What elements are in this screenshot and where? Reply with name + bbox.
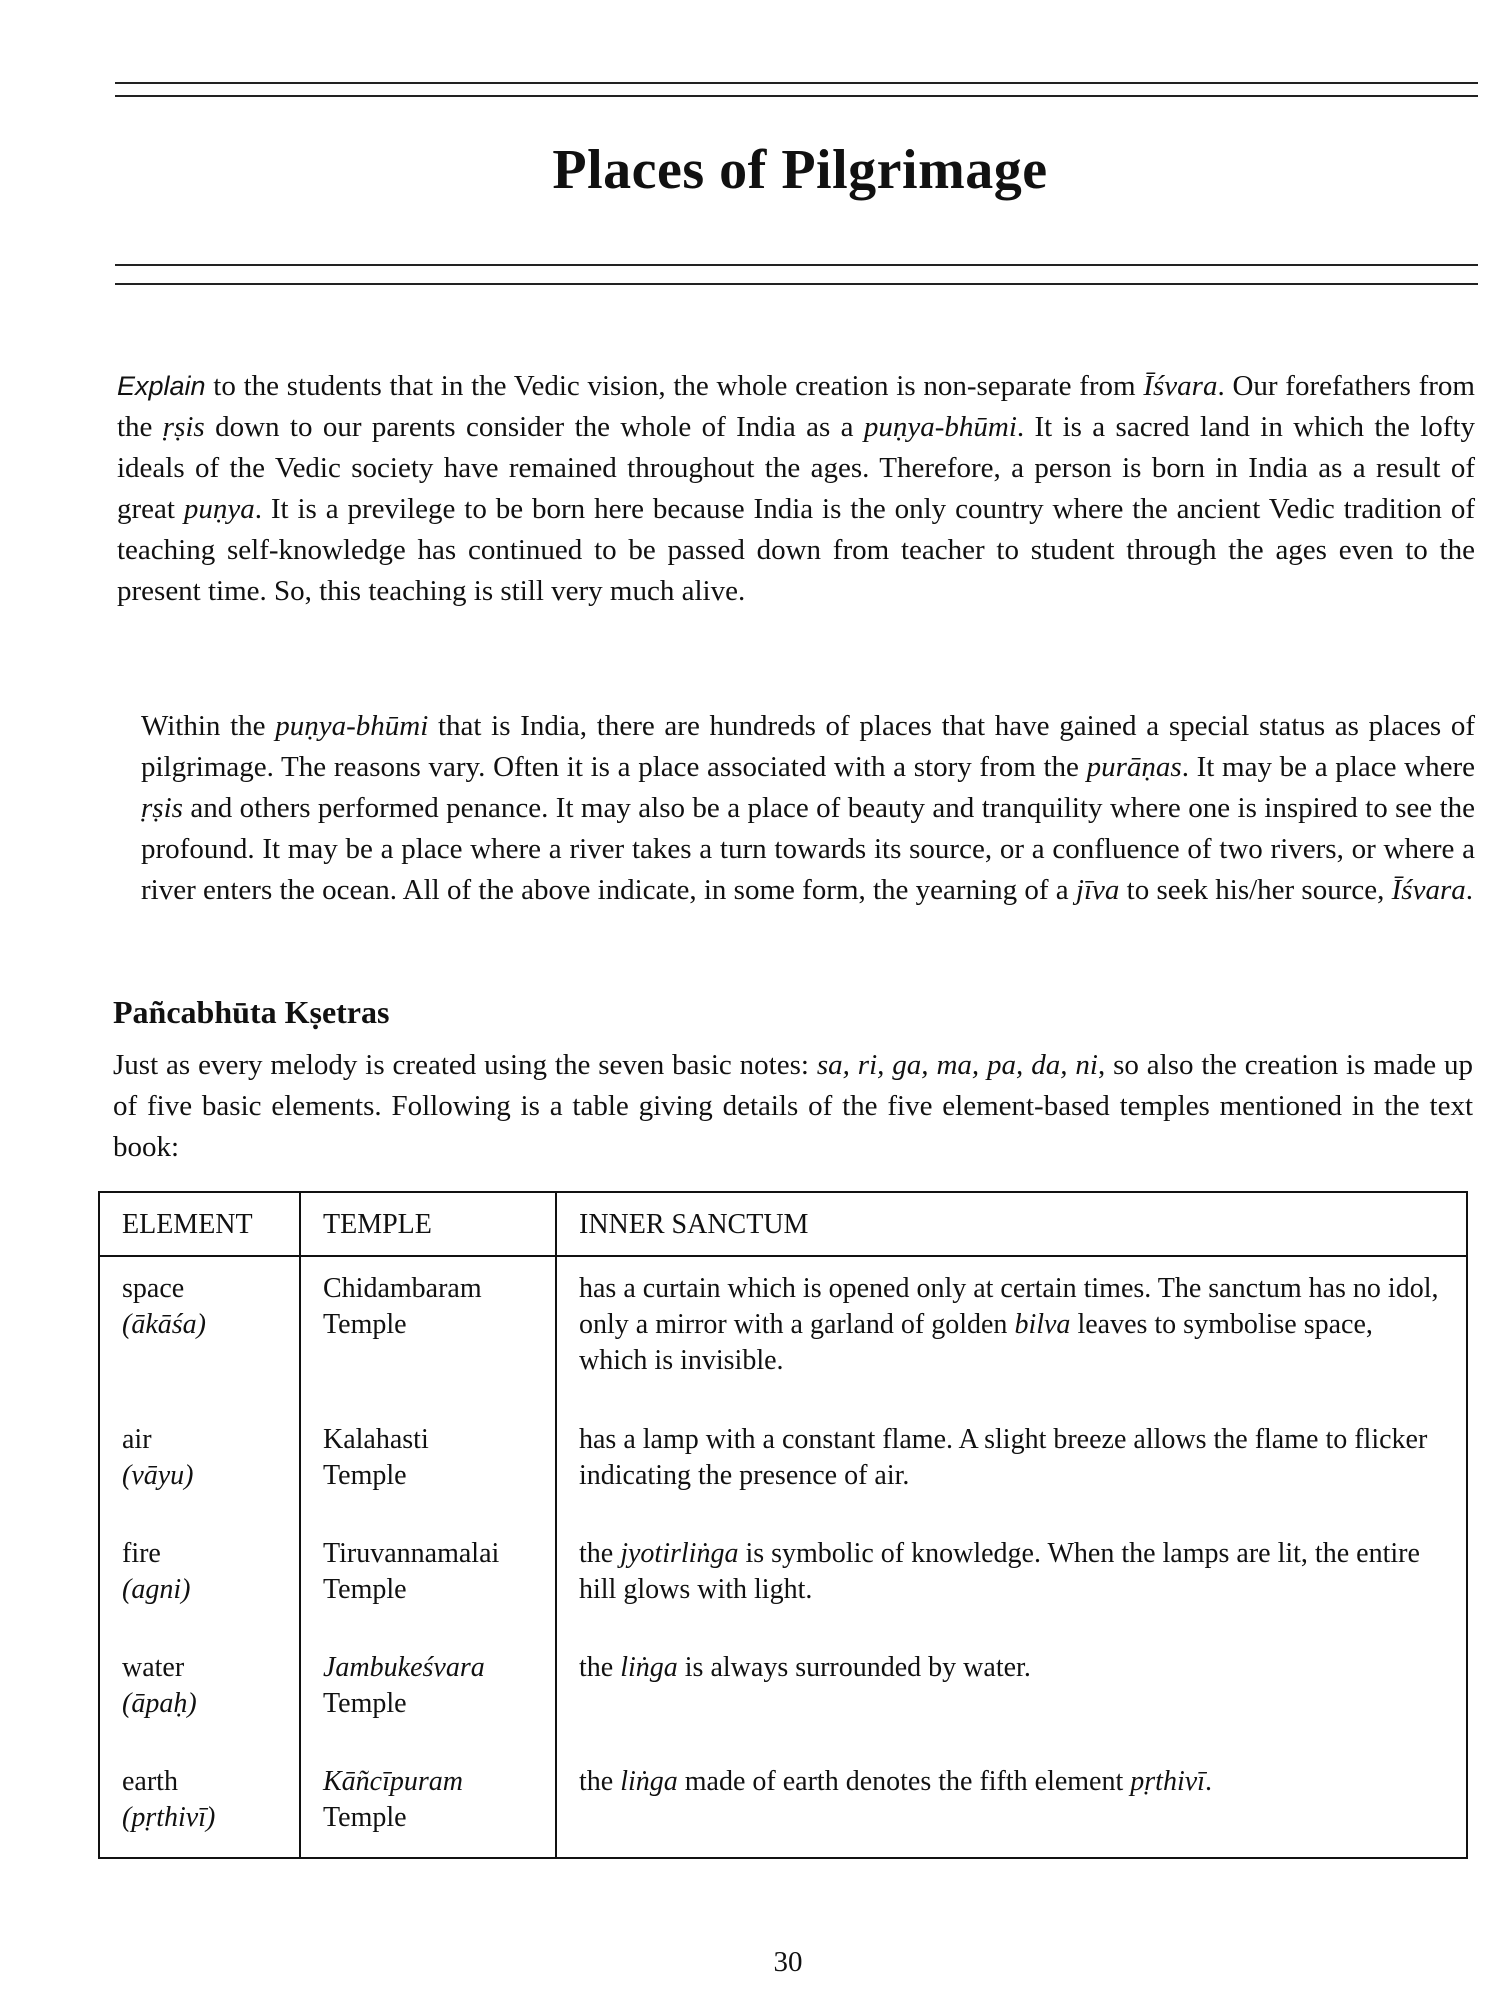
teacher-cue: Explain: [117, 371, 206, 401]
column-header-inner-sanctum: INNER SANCTUM: [556, 1192, 1467, 1256]
table-header-row: [99, 1192, 1467, 1256]
temple-cell: Jambukeśvara Temple: [300, 1636, 556, 1750]
temple-cell: Kāñcīpuram Temple: [300, 1750, 556, 1858]
temple-cell: Tiruvannamalai Temple: [300, 1522, 556, 1636]
element-cell: air (vāyu): [122, 1424, 194, 1491]
sanctum-cell: has a lamp with a constant flame. A slight breeze allows the flame to flicker indicating the presence of air.: [556, 1408, 1467, 1522]
column-header-element: ELEMENT: [99, 1192, 300, 1256]
sanctum-cell: the liṅga made of earth denotes the fifth element pṛthivī.: [556, 1750, 1467, 1858]
sanctum-cell: the jyotirliṅga is symbolic of knowledge. When the lamps are lit, the entire hill glows with light.: [556, 1522, 1467, 1636]
temples-table: [98, 1191, 1468, 1859]
intro-paragraph-2: Within the puṇya-bhūmi that is India, there are hundreds of places that have gained a special status as places of pilgrimage. The reasons vary. Often it is a place associated with a story from the purāṇas. It may be a place where ṛṣis and others performed penance. It may also be a place of beauty and tranquility where one is inspired to see the profound. It may be a place where a river takes a turn towards its source, or a confluence of two rivers, or where a river enters the ocean. All of the above indicate, in some form, the yearning of a jīva to seek his/her source, Īśvara.: [141, 710, 1475, 906]
temple-cell: Chidambaram Temple: [300, 1256, 556, 1408]
column-header-temple: TEMPLE: [300, 1192, 556, 1256]
sanctum-cell: has a curtain which is opened only at certain times. The sanctum has no idol, only a mirror with a garland of golden bilva leaves to symbolise space, which is invisible.: [556, 1256, 1467, 1408]
table-row: [99, 1636, 1467, 1750]
top-rule: [115, 82, 1478, 84]
section-paragraph: Just as every melody is created using the seven basic notes: sa, ri, ga, ma, pa, da, ni, so also the creation is made up of five basic elements. Following is a table giving details of the five element-based temples mentioned in the text book:: [113, 1049, 1473, 1163]
temple-cell: Kalahasti Temple: [300, 1408, 556, 1522]
element-cell: earth (pṛthivī): [122, 1766, 216, 1833]
element-cell: fire (agni): [122, 1538, 191, 1605]
top-rule: [115, 95, 1478, 97]
page-title: Places of Pilgrimage: [552, 139, 1048, 201]
intro-paragraph-1: Explain to the students that in the Vedic vision, the whole creation is non-separate from Īśvara. Our forefathers from the ṛṣis down to our parents consider the whole of India as a puṇya-bhūmi. It is a sacred land in which the lofty ideals of the Vedic society have remained throughout the ages. Therefore, a person is born in India as a result of great puṇya. It is a previlege to be born here because India is the only country where the ancient Vedic tradition of teaching self-knowledge has continued to be passed down from teacher to student through the ages even to the present time. So, this teaching is still very much alive.: [117, 370, 1475, 607]
table-row: [99, 1408, 1467, 1522]
page-number: 30: [773, 1946, 803, 1978]
table-row: [99, 1256, 1467, 1408]
section-heading: Pañcabhūta Kṣetras: [113, 994, 390, 1030]
title-rule: [115, 264, 1478, 266]
sanctum-cell: the liṅga is always surrounded by water.: [556, 1636, 1467, 1750]
element-cell: water (āpaḥ): [122, 1652, 197, 1719]
table-row: [99, 1750, 1467, 1858]
table-row: [99, 1522, 1467, 1636]
title-rule: [115, 283, 1478, 285]
element-cell: space (ākāśa): [122, 1273, 206, 1340]
